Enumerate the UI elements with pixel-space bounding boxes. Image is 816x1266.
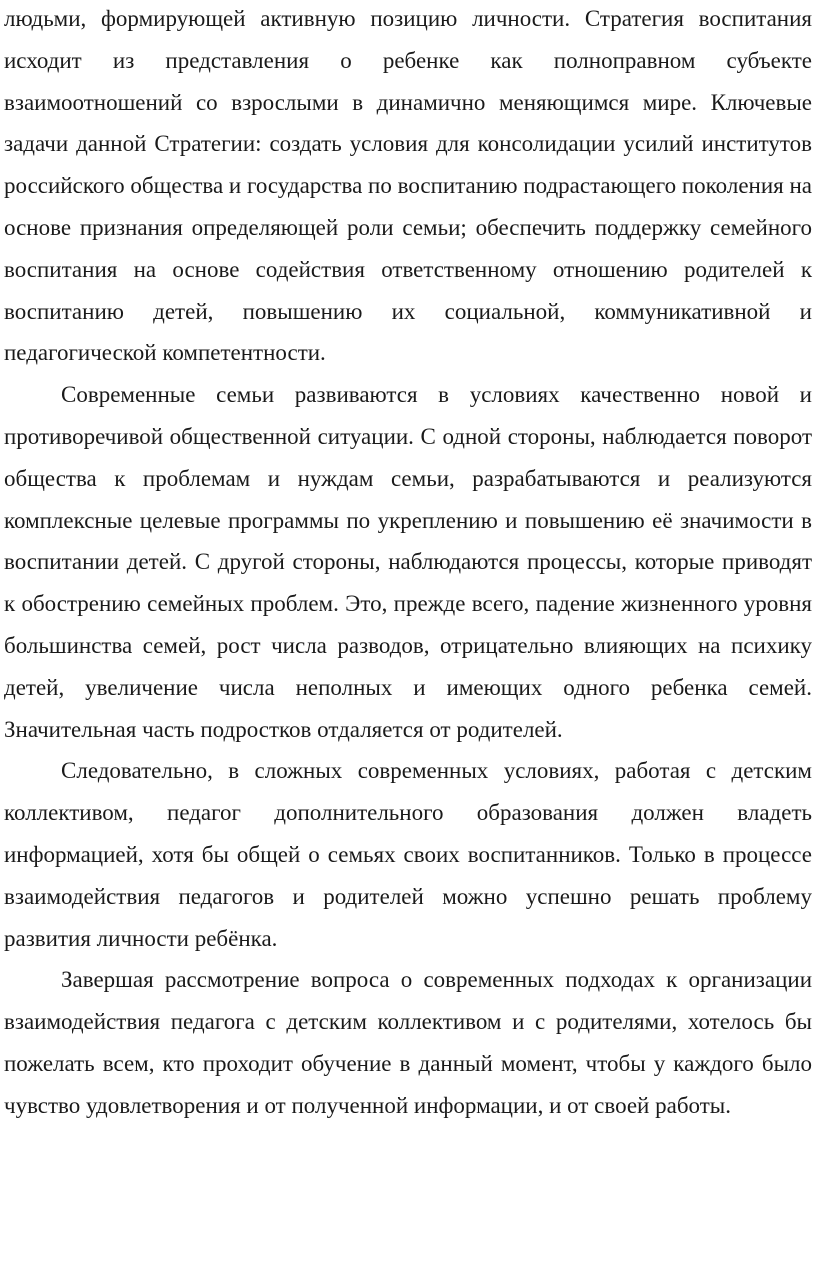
paragraph-modern-families: Современные семьи развиваются в условиях качественно новой и противоречивой общественной ситуации. С одной стороны, наблюдается поворот общества к проблемам и нуждам семьи, разрабатываются и реализуются комплексные целевые программы по укреплению и повышению её значимости в воспитании детей. С другой стороны, наблюдаются процессы, которые приводят к обострению семейных проблем. Это, прежде всего, падение жизненного уровня большинства семей, рост числа разводов, отрицательно влияющих на психику детей, увеличение числа неполных и имеющих одного ребенка семей. Значительная часть подростков отдаляется от родителей. — [4, 382, 812, 742]
paragraph-strategy-continuation: людьми, формирующей активную позицию личности. Стратегия воспитания исходит из представления о ребенке как полноправном субъекте взаимоотношений со взрослыми в динамично меняющимся мире. Ключевые задачи данной Стратегии: создать условия для консолидации усилий институтов российского общества и государства по воспитанию подрастающего поколения на основе признания определяющей роли семьи; обеспечить поддержку семейного воспитания на основе содействия ответственному отношению родителей к воспитанию детей, повышению их социальной, коммуникативной и педагогической компетентности. — [4, 6, 812, 366]
paragraph-consequently: Следовательно, в сложных современных условиях, работая с детским коллективом, педагог дополнительного образования должен владеть информацией, хотя бы общей о семьях своих воспитанников. Только в процессе взаимодействия педагогов и родителей можно успешно решать проблему развития личности ребёнка. — [4, 758, 812, 951]
document-page — [4, 0, 812, 1127]
paragraph-conclusion: Завершая рассмотрение вопроса о современных подходах к организации взаимодействия педагога с детским коллективом и с родителями, хотелось бы пожелать всем, кто проходит обучение в данный момент, чтобы у каждого было чувство удовлетворения и от полученной информации, и от своей работы. — [4, 967, 812, 1118]
